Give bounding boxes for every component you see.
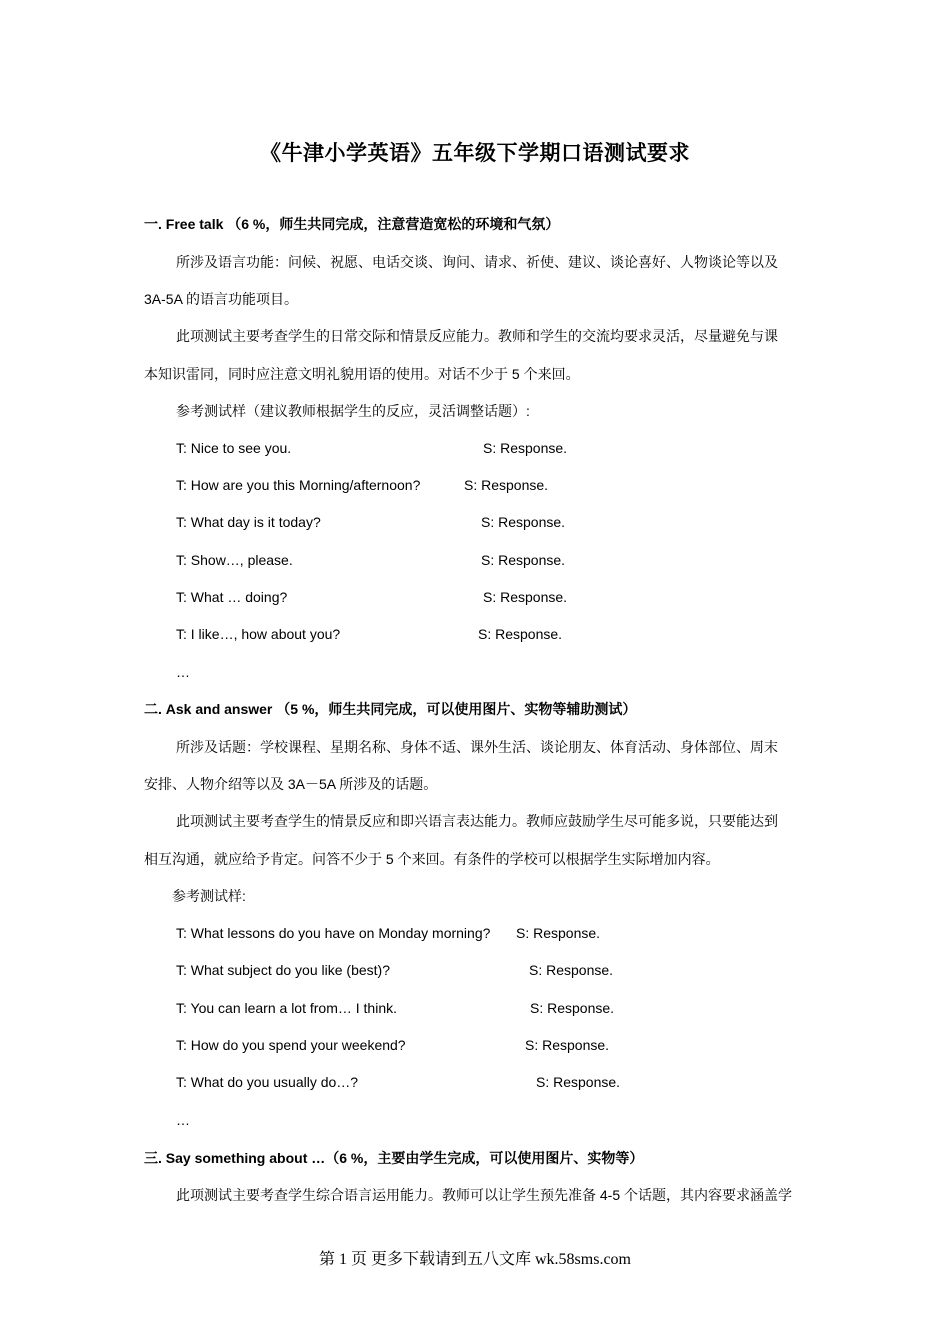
section-1-dialog-teacher: T: Show…, please. [176, 552, 293, 568]
page-footer: 第 1 页 更多下载请到五八文库 wk.58sms.com [318, 1251, 631, 1268]
section-2-dialog-student: S: Response. [529, 962, 614, 978]
section-2-dialog-teacher: T: What do you usually do…? [176, 1074, 359, 1090]
section-1-dialog-student: S: Response. [464, 477, 549, 493]
section-2-dialog-student: S: Response. [530, 1000, 615, 1016]
section-3-heading: 三. Say something about …（6 %，主要由学生完成，可以使用图片、实物等） [144, 1150, 644, 1166]
section-2-sample-label: 参考测试样: [172, 888, 246, 904]
section-2-para-1-line-1: 所涉及话题：学校课程、星期名称、身体不适、课外生活、谈论朋友、体育活动、身体部位、周末 [176, 739, 778, 755]
section-2-dialog-teacher: T: What lessons do you have on Monday morning? [176, 925, 491, 941]
section-1-dialog-teacher: T: How are you this Morning/afternoon? [176, 477, 421, 493]
section-2-dialog-teacher: T: You can learn a lot from… I think. [176, 1000, 398, 1016]
section-2-dialog-teacher: T: What subject do you like (best)? [176, 962, 390, 978]
section-1-heading: 一. Free talk （6 %，师生共同完成，注意营造宽松的环境和气氛） [144, 216, 560, 232]
section-1-dialog-teacher: T: Nice to see you. [176, 440, 292, 456]
section-2-para-2-line-1: 此项测试主要考查学生的情景反应和即兴语言表达能力。教师应鼓励学生尽可能多说，只要能达到 [176, 813, 778, 829]
section-2-para-1-line-2: 安排、人物介绍等以及 3A－5A 所涉及的话题。 [144, 776, 438, 792]
section-1-dialog-student: S: Response. [483, 440, 568, 456]
section-2-dialog-student: S: Response. [536, 1074, 621, 1090]
section-2-dialog-student: S: Response. [525, 1037, 610, 1053]
section-1-dialog-student: S: Response. [478, 626, 563, 642]
section-1-para-1-line-2: 3A-5A 的语言功能项目。 [144, 291, 299, 307]
section-2-dialog-teacher: T: How do you spend your weekend? [176, 1037, 406, 1053]
section-3-para-1-line-1: 此项测试主要考查学生综合语言运用能力。教师可以让学生预先准备 4-5 个话题，其内容要求涵盖学 [176, 1187, 793, 1203]
section-1-sample-label: 参考测试样（建议教师根据学生的反应，灵活调整话题）: [176, 403, 530, 419]
section-2-heading: 二. Ask and answer （5 %，师生共同完成，可以使用图片、实物等辅助测试） [144, 701, 637, 717]
section-1-dialog-student: S: Response. [481, 552, 566, 568]
page-title: 《牛津小学英语》五年级下学期口语测试要求 [260, 142, 690, 165]
section-2-ellipsis: … [176, 1112, 190, 1128]
section-1-dialog-student: S: Response. [481, 514, 566, 530]
section-1-para-2-line-2: 本知识雷同，同时应注意文明礼貌用语的使用。对话不少于 5 个来回。 [144, 366, 580, 382]
section-2-para-2-line-2: 相互沟通，就应给予肯定。问答不少于 5 个来回。有条件的学校可以根据学生实际增加内容。 [144, 851, 720, 867]
section-1-ellipsis: … [176, 664, 190, 680]
section-1-para-2-line-1: 此项测试主要考查学生的日常交际和情景反应能力。教师和学生的交流均要求灵活，尽量避免与课 [176, 328, 778, 344]
section-1-dialog-student: S: Response. [483, 589, 568, 605]
section-2-dialog-student: S: Response. [516, 925, 601, 941]
section-1-dialog-teacher: T: What … doing? [176, 589, 288, 605]
section-1-para-1-line-1: 所涉及语言功能：问候、祝愿、电话交谈、询问、请求、祈使、建议、谈论喜好、人物谈论等以及 [176, 254, 778, 270]
section-1-dialog-teacher: T: What day is it today? [176, 514, 321, 530]
section-1-dialog-teacher: T: I like…, how about you? [176, 626, 341, 642]
